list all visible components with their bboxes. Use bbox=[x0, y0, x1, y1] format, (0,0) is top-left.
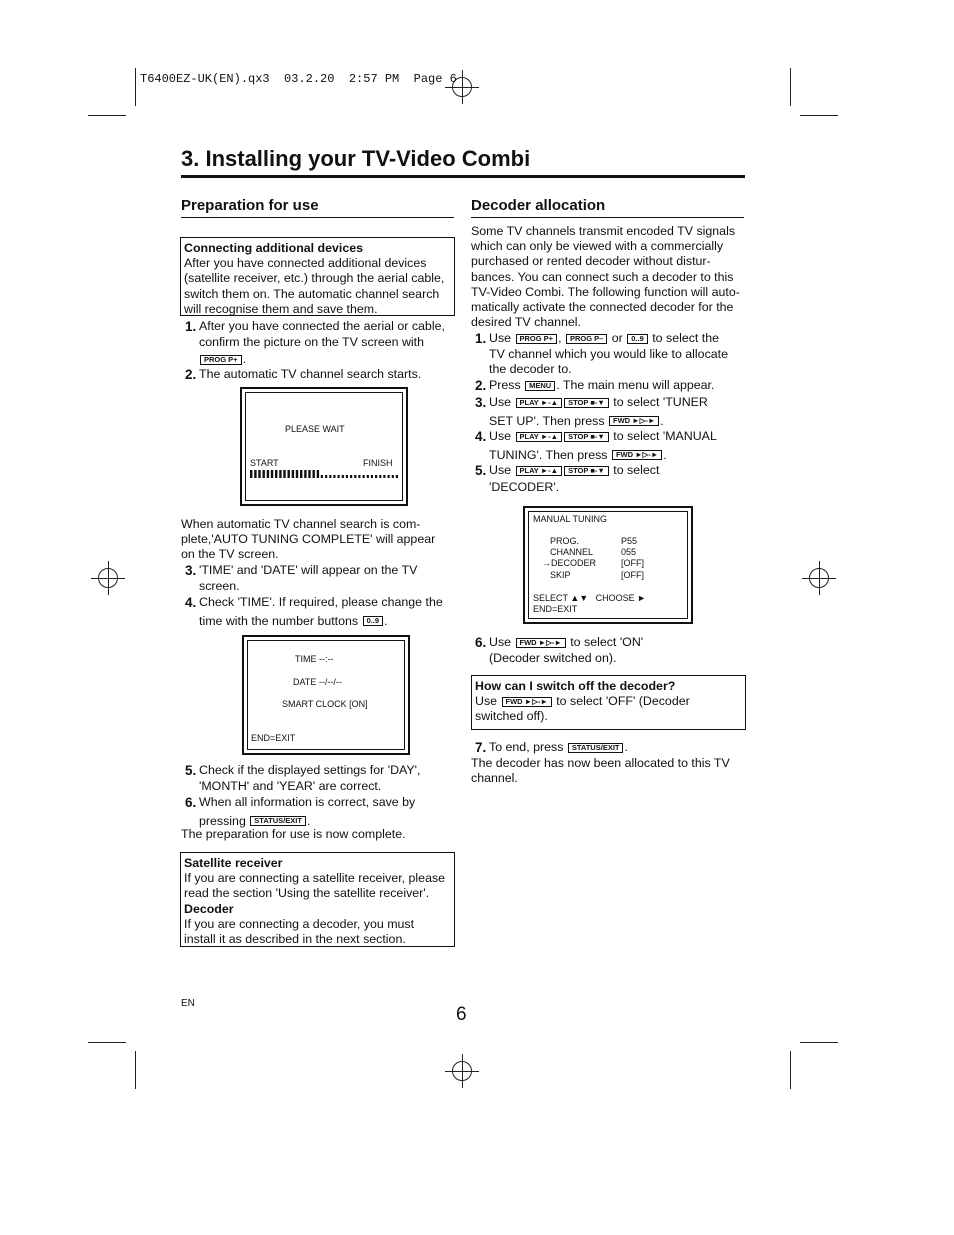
step-line: TV channel which you would like to allocate bbox=[489, 346, 728, 361]
progress-segment-empty bbox=[338, 475, 340, 478]
step-text: Use bbox=[489, 463, 512, 477]
section-rule bbox=[181, 217, 454, 218]
progress-segment-empty bbox=[346, 475, 348, 478]
step-text: Use bbox=[489, 331, 512, 345]
intro-line: purchased or rented decoder without distur- bbox=[471, 254, 711, 269]
step-5 bbox=[185, 763, 459, 794]
box-line: (satellite receiver, etc.) through the aerial cable, bbox=[184, 271, 445, 286]
prog-plus-button: PROG P+ bbox=[200, 355, 242, 365]
step-text: Use bbox=[489, 635, 512, 649]
progress-segment-empty bbox=[388, 475, 390, 478]
step-text: . The main menu will appear. bbox=[556, 378, 715, 392]
screen-text: TIME --:-- bbox=[295, 654, 334, 664]
progress-segment-filled bbox=[292, 470, 294, 478]
intro-line: bances. You can connect such a decoder to this bbox=[471, 269, 734, 284]
fwd-right-button: FWD ►▷-► bbox=[516, 638, 566, 648]
box-line: If you are connecting a satellite receiver, please bbox=[184, 871, 446, 886]
step-number: 5. bbox=[185, 763, 197, 778]
step-text: to select the bbox=[652, 331, 720, 345]
screen-row-label: SKIP bbox=[550, 570, 571, 580]
progress-segment-filled bbox=[308, 470, 310, 478]
decoder-step-4: 4. Use PLAY ►-▲ STOP ■-▼ to select 'MANUAL TUNING'. Then press FWD ►▷-► . bbox=[475, 429, 717, 462]
crop-mark bbox=[790, 1051, 791, 1089]
step-text: To end, press bbox=[489, 740, 564, 754]
progress-segment-filled bbox=[263, 470, 265, 478]
screen-nav: SELECT ▲▼ CHOOSE ► bbox=[533, 593, 647, 603]
crop-mark bbox=[800, 1042, 838, 1043]
step-text: SET UP'. Then press bbox=[489, 413, 605, 428]
progress-segment-filled bbox=[304, 470, 306, 478]
language-code: EN bbox=[181, 998, 195, 1009]
page-title: 3. Installing your TV-Video Combi bbox=[181, 146, 531, 171]
step-text: to select 'TUNER bbox=[613, 395, 708, 409]
screen-row-value: 055 bbox=[621, 547, 637, 557]
box-title: How can I switch off the decoder? bbox=[475, 679, 676, 693]
screen-row-value: [OFF] bbox=[621, 558, 644, 568]
prog-minus-button: PROG P– bbox=[566, 334, 607, 344]
intro-line: Some TV channels transmit encoded TV signals bbox=[471, 224, 736, 238]
tv-screen-manual-tuning bbox=[523, 506, 693, 624]
screen-row-label: →DECODER bbox=[542, 558, 597, 568]
para-line: on the TV screen. bbox=[181, 547, 279, 562]
progress-segment-filled bbox=[317, 470, 319, 478]
decoder-step-5 bbox=[475, 463, 749, 495]
crop-mark bbox=[800, 115, 838, 116]
progress-segment-filled bbox=[288, 470, 290, 478]
play-up-button: PLAY ►-▲ bbox=[516, 466, 563, 476]
box-line: After you have connected additional devices bbox=[184, 256, 427, 271]
outro-line: channel. bbox=[471, 771, 518, 786]
status-exit-button: STATUS/EXIT bbox=[250, 816, 306, 826]
step-4: 4. Check 'TIME'. If required, please change the time with the number buttons 0..9 . bbox=[199, 595, 459, 629]
step-2 bbox=[185, 367, 459, 383]
screen-row-label: CHANNEL bbox=[550, 547, 594, 557]
box-line: will recognise them and save them. bbox=[184, 301, 378, 316]
screen-exit: END=EXIT bbox=[533, 604, 578, 614]
auto-tuning-paragraph bbox=[181, 517, 451, 563]
step-line: (Decoder switched on). bbox=[489, 650, 617, 665]
number-buttons: 0..9 bbox=[363, 616, 384, 626]
file-header: T6400EZ-UK(EN).qx3 03.2.20 2:57 PM Page 6 bbox=[140, 72, 457, 86]
progress-segment-empty bbox=[383, 475, 385, 478]
progress-segment-empty bbox=[354, 475, 356, 478]
info-box-satellite-decoder bbox=[180, 852, 455, 947]
title-rule bbox=[181, 175, 745, 178]
crop-mark bbox=[135, 68, 136, 106]
play-up-button: PLAY ►-▲ bbox=[516, 398, 563, 408]
box-line: switch them on. The automatic channel search bbox=[184, 286, 440, 301]
para-line: When automatic TV channel search is com- bbox=[181, 517, 421, 531]
step-number: 2. bbox=[185, 367, 197, 382]
progress-segment-filled bbox=[279, 470, 281, 478]
step-text: Use bbox=[489, 395, 512, 409]
box-line: switched off). bbox=[475, 709, 548, 724]
decoder-step-6 bbox=[475, 635, 749, 666]
decoder-step-2 bbox=[475, 378, 749, 394]
screen-text: DATE --/--/-- bbox=[293, 677, 342, 687]
progress-segment-empty bbox=[325, 475, 327, 478]
progress-segment-filled bbox=[283, 470, 285, 478]
section-heading-decoder: Decoder allocation bbox=[471, 197, 606, 214]
progress-segment-empty bbox=[321, 475, 323, 478]
step-line: pressing bbox=[199, 813, 246, 828]
progress-segment-filled bbox=[250, 470, 252, 478]
progress-segment-empty bbox=[363, 475, 365, 478]
screen-text: SMART CLOCK [ON] bbox=[282, 699, 368, 709]
box-title: Satellite receiver bbox=[184, 856, 283, 870]
intro-line: which can only be viewed with a commercially bbox=[471, 239, 724, 254]
fwd-right-button: FWD ►▷-► bbox=[612, 450, 662, 460]
prog-plus-button: PROG P+ bbox=[516, 334, 558, 344]
step-line: After you have connected the aerial or cable, bbox=[199, 319, 445, 333]
step-text: Press bbox=[489, 378, 521, 392]
section-heading-preparation: Preparation for use bbox=[181, 197, 319, 214]
info-box-connecting bbox=[180, 237, 455, 316]
progress-segment-empty bbox=[350, 475, 352, 478]
step-number: 4. bbox=[185, 595, 197, 610]
progress-segment-filled bbox=[258, 470, 260, 478]
fwd-right-button: FWD ►▷-► bbox=[502, 697, 552, 707]
step-number: 7. bbox=[475, 740, 487, 755]
step-line: confirm the picture on the TV screen with bbox=[199, 334, 424, 349]
stop-down-button: STOP ■-▼ bbox=[564, 398, 609, 408]
fwd-right-button: FWD ►▷-► bbox=[609, 416, 659, 426]
box-text: Use bbox=[475, 694, 498, 709]
screen-title: MANUAL TUNING bbox=[533, 514, 608, 524]
info-box-switch-off bbox=[471, 675, 746, 730]
decoder-outro bbox=[471, 756, 746, 786]
step-line: 'MONTH' and 'YEAR' are correct. bbox=[199, 778, 382, 793]
step-1: 1. After you have connected the aerial or cable, confirm the picture on the TV screen with PROG P+ . bbox=[199, 319, 459, 368]
step-line: The automatic TV channel search starts. bbox=[199, 367, 422, 381]
step-text: to select 'MANUAL bbox=[613, 429, 717, 443]
intro-line: desired TV channel. bbox=[471, 315, 581, 330]
page-number: 6 bbox=[456, 1004, 467, 1025]
para-line: plete,'AUTO TUNING COMPLETE' will appear bbox=[181, 532, 436, 547]
tv-screen-please-wait bbox=[240, 387, 408, 506]
decoder-step-3: 3. Use PLAY ►-▲ STOP ■-▼ to select 'TUNER SET UP'. Then press FWD ►▷-► . bbox=[475, 395, 708, 428]
step-number: 1. bbox=[185, 319, 197, 334]
progress-segment-empty bbox=[396, 475, 398, 478]
section-rule bbox=[471, 217, 744, 218]
number-buttons: 0..9 bbox=[627, 334, 648, 344]
step-number: 3. bbox=[185, 563, 197, 578]
progress-segment-filled bbox=[254, 470, 256, 478]
step-line: time with the number buttons bbox=[199, 613, 359, 628]
step-line: 'TIME' and 'DATE' will appear on the TV bbox=[199, 563, 418, 577]
box-title: Connecting additional devices bbox=[184, 241, 364, 255]
progress-bar bbox=[250, 470, 400, 479]
step-line: Check if the displayed settings for 'DAY', bbox=[199, 763, 421, 777]
step-line: 'DECODER'. bbox=[489, 479, 560, 494]
crop-mark bbox=[135, 1051, 136, 1089]
step-6: 6. When all information is correct, save by pressing STATUS/EXIT . bbox=[199, 795, 459, 829]
screen-text: FINISH bbox=[363, 458, 393, 468]
stop-down-button: STOP ■-▼ bbox=[564, 432, 609, 442]
progress-segment-empty bbox=[329, 475, 331, 478]
step-number: 1. bbox=[475, 331, 487, 346]
screen-text: START bbox=[250, 458, 279, 468]
progress-segment-empty bbox=[342, 475, 344, 478]
step-number: 4. bbox=[475, 429, 487, 444]
registration-mark bbox=[445, 1054, 479, 1088]
screen-text: PLEASE WAIT bbox=[285, 424, 345, 434]
step-number: 2. bbox=[475, 378, 487, 393]
step-number: 5. bbox=[475, 463, 487, 478]
step-3 bbox=[185, 563, 459, 594]
progress-segment-filled bbox=[267, 470, 269, 478]
intro-line: matically activate the connected decoder for the bbox=[471, 300, 734, 315]
step-line: screen. bbox=[199, 578, 240, 593]
box-text: to select 'OFF' (Decoder bbox=[556, 694, 690, 709]
outro-line: The decoder has now been allocated to this TV bbox=[471, 756, 730, 770]
box-title: Decoder bbox=[184, 901, 234, 916]
progress-segment-empty bbox=[375, 475, 377, 478]
status-exit-button: STATUS/EXIT bbox=[568, 743, 624, 753]
screen-text: END=EXIT bbox=[251, 733, 296, 743]
crop-mark bbox=[790, 68, 791, 106]
step-text: to select 'ON' bbox=[570, 635, 644, 649]
progress-segment-empty bbox=[379, 475, 381, 478]
step-line: When all information is correct, save by bbox=[199, 795, 416, 809]
step-number: 3. bbox=[475, 395, 487, 410]
intro-line: TV-Video Combi. The following function will auto- bbox=[471, 284, 740, 299]
progress-segment-empty bbox=[371, 475, 373, 478]
progress-segment-filled bbox=[271, 470, 273, 478]
complete-text: The preparation for use is now complete. bbox=[181, 827, 406, 841]
step-text: to select bbox=[613, 463, 660, 477]
box-line: If you are connecting a decoder, you must bbox=[184, 916, 415, 931]
registration-mark bbox=[91, 561, 125, 595]
decoder-step-1 bbox=[475, 331, 749, 378]
step-text: Use bbox=[489, 429, 512, 443]
registration-mark bbox=[802, 561, 836, 595]
play-up-button: PLAY ►-▲ bbox=[516, 432, 563, 442]
box-line: install it as described in the next section. bbox=[184, 932, 406, 947]
step-number: 6. bbox=[475, 635, 487, 650]
progress-segment-filled bbox=[296, 470, 298, 478]
step-text: , bbox=[558, 331, 562, 345]
step-line: the decoder to. bbox=[489, 362, 572, 376]
progress-segment-empty bbox=[333, 475, 335, 478]
progress-segment-filled bbox=[313, 470, 315, 478]
progress-segment-empty bbox=[358, 475, 360, 478]
progress-segment-empty bbox=[392, 475, 394, 478]
screen-row-label: PROG. bbox=[550, 536, 580, 546]
progress-segment-filled bbox=[275, 470, 277, 478]
progress-segment-filled bbox=[300, 470, 302, 478]
screen-row-value: [OFF] bbox=[621, 570, 644, 580]
decoder-step-7: 7. To end, press STATUS/EXIT . bbox=[475, 740, 628, 755]
step-line: Check 'TIME'. If required, please change the bbox=[199, 595, 443, 609]
tv-screen-time-date bbox=[242, 635, 410, 755]
box-line: read the section 'Using the satellite receiver'. bbox=[184, 886, 430, 901]
crop-mark bbox=[88, 115, 126, 116]
stop-down-button: STOP ■-▼ bbox=[564, 466, 609, 476]
screen-row-value: P55 bbox=[621, 536, 638, 546]
decoder-intro bbox=[471, 224, 746, 330]
progress-segment-empty bbox=[367, 475, 369, 478]
step-text: TUNING'. Then press bbox=[489, 447, 608, 462]
step-number: 6. bbox=[185, 795, 197, 810]
crop-mark bbox=[88, 1042, 126, 1043]
step-text: or bbox=[611, 331, 623, 345]
menu-button: MENU bbox=[525, 381, 555, 391]
